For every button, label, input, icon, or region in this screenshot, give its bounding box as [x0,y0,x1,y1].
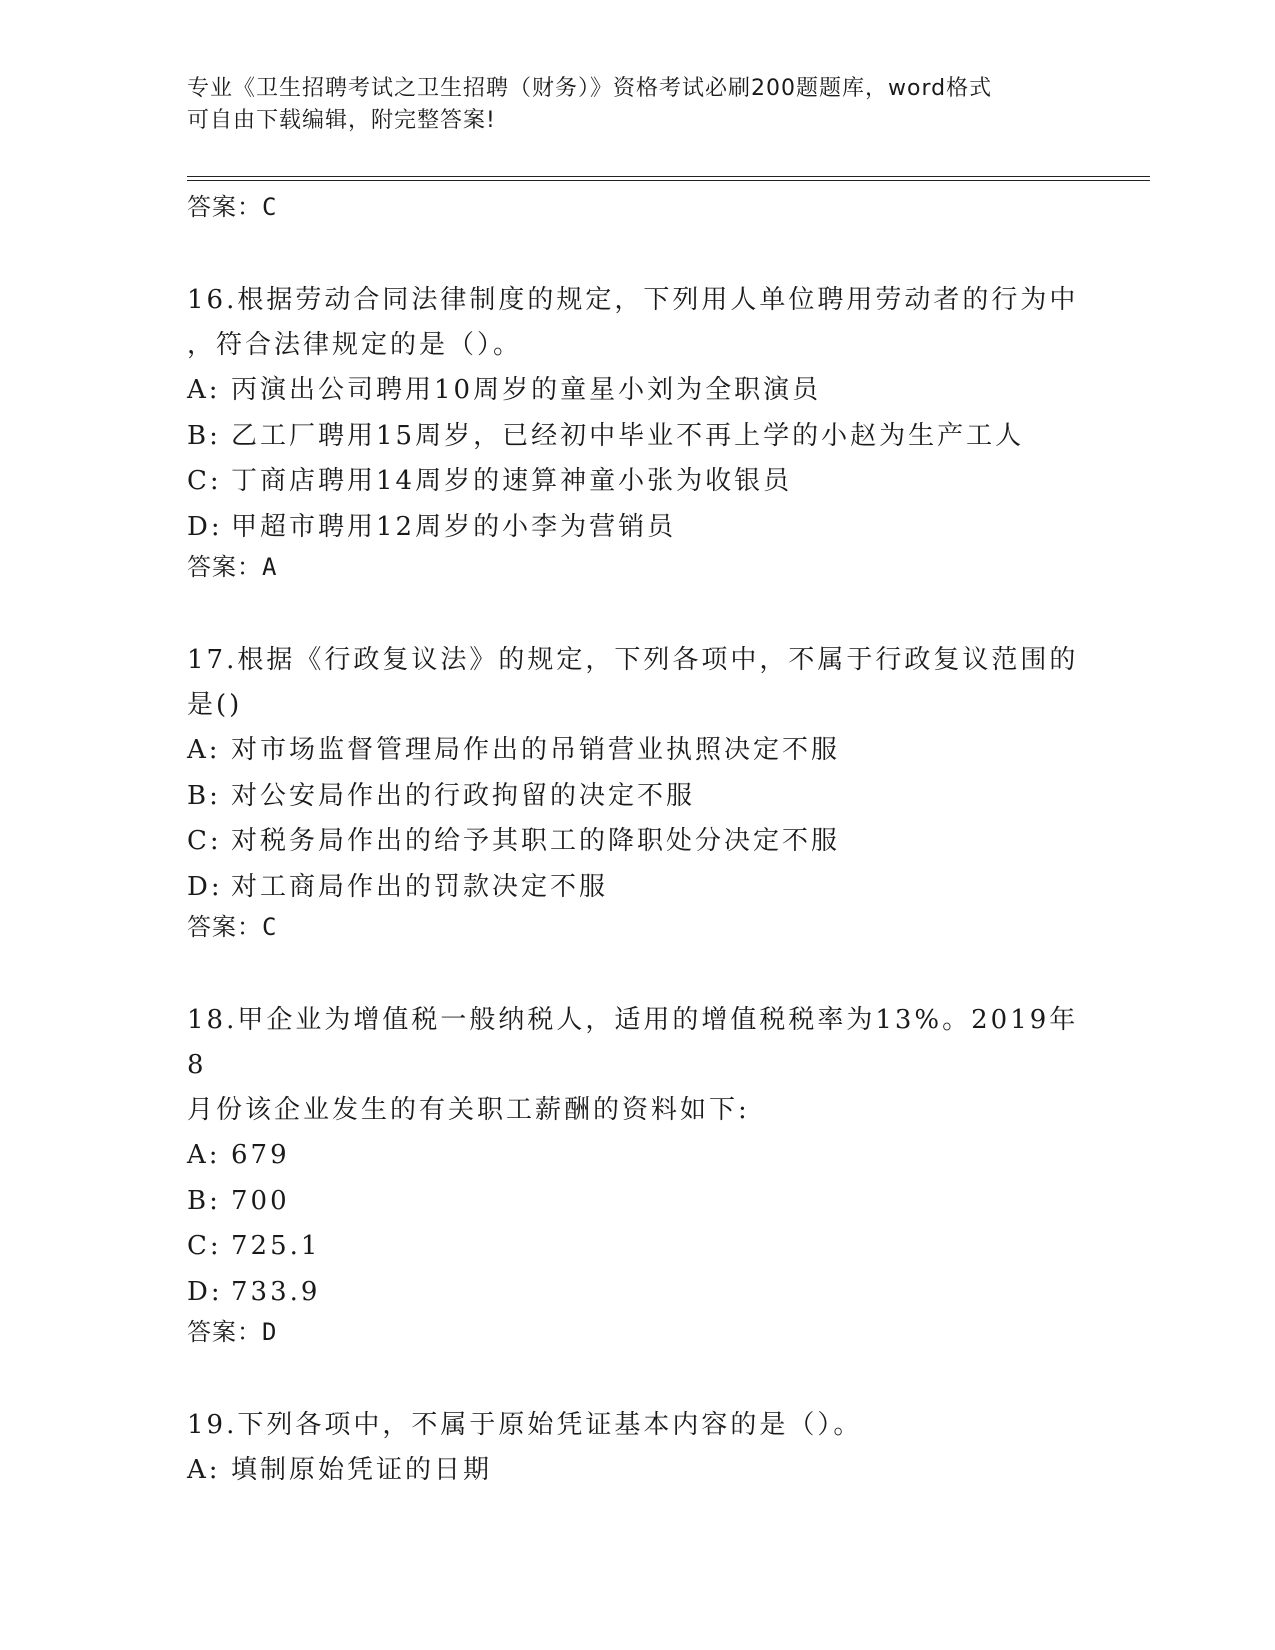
question-answer: 答案：D [187,1318,278,1346]
option-a [187,368,1087,414]
question-stem-line: 18.甲企业为增值税一般纳税人，适用的增值税税率为13%。2019年8 [187,1005,1079,1080]
spacer [187,956,1087,998]
header-line-2: 可自由下载编辑，附完整答案! [187,108,496,133]
option-letter: C: [187,466,222,496]
option-c [187,819,1087,865]
question-18 [187,998,1087,1361]
option-letter: B: [187,780,221,811]
option-b [187,774,1087,820]
option-text: 对市场监督管理局作出的吊销营业执照决定不服 [231,735,841,765]
option-text: 丁商店聘用14周岁的速算神童小张为收银员 [231,466,793,496]
question-answer: 答案：C [187,913,278,941]
question-answer: 答案：A [187,553,278,581]
question-16 [187,278,1087,596]
question-stem-line: 19.下列各项中，不属于原始凭证基本内容的是（）。 [187,1410,863,1440]
question-stem-line: 16.根据劳动合同法律制度的规定，下列用人单位聘用劳动者的行为中 [187,285,1079,315]
header-line-1: 专业《卫生招聘考试之卫生招聘（财务）》资格考试必刷200题题库，word格式 [187,76,993,101]
option-letter: B: [187,1185,221,1216]
question-17 [187,638,1087,956]
option-text: 甲超市聘用12周岁的小李为营销员 [231,511,677,542]
option-d [187,505,1087,551]
question-stem-line: 月份该企业发生的有关职工薪酬的资料如下: [187,1095,750,1125]
option-c [187,1224,1087,1270]
option-text: 725.1 [231,1231,321,1261]
option-text: 乙工厂聘用15周岁，已经初中毕业不再上学的小赵为生产工人 [231,420,1025,451]
option-text: 733.9 [231,1276,321,1307]
option-d [187,1270,1087,1316]
option-text: 丙演出公司聘用10周岁的童星小刘为全职演员 [231,375,822,405]
option-letter: C: [187,1231,222,1261]
option-letter: D: [187,511,223,542]
option-text: 填制原始凭证的日期 [231,1455,493,1485]
option-text: 679 [231,1140,290,1170]
option-b [187,1179,1087,1225]
option-text: 700 [231,1185,290,1216]
option-a [187,1133,1087,1179]
option-d [187,865,1087,911]
option-letter: A: [187,1140,221,1170]
option-text: 对税务局作出的给予其职工的降职处分决定不服 [231,826,841,856]
option-b [187,414,1087,460]
option-a [187,1448,1087,1494]
option-letter: B: [187,420,221,451]
question-stem-line: ，符合法律规定的是（）。 [187,330,523,360]
page-header [187,73,1087,137]
question-19 [187,1403,1087,1494]
option-letter: A: [187,735,221,765]
spacer [187,1361,1087,1403]
option-letter: A: [187,1455,221,1485]
question-list [187,190,1087,1494]
option-letter: A: [187,375,221,405]
question-stem-line: 17.根据《行政复议法》的规定，下列各项中，不属于行政复议范围的 [187,645,1079,675]
spacer [187,236,1087,278]
option-letter: D: [187,1276,223,1307]
option-a [187,728,1087,774]
option-letter: C: [187,826,222,856]
option-text: 对公安局作出的行政拘留的决定不服 [231,780,696,811]
spacer [187,596,1087,638]
previous-answer: 答案：C [187,193,278,221]
option-letter: D: [187,871,223,902]
header-double-rule [187,176,1150,181]
option-text: 对工商局作出的罚款决定不服 [231,871,609,902]
question-stem-line: 是() [187,690,243,720]
option-c [187,459,1087,505]
